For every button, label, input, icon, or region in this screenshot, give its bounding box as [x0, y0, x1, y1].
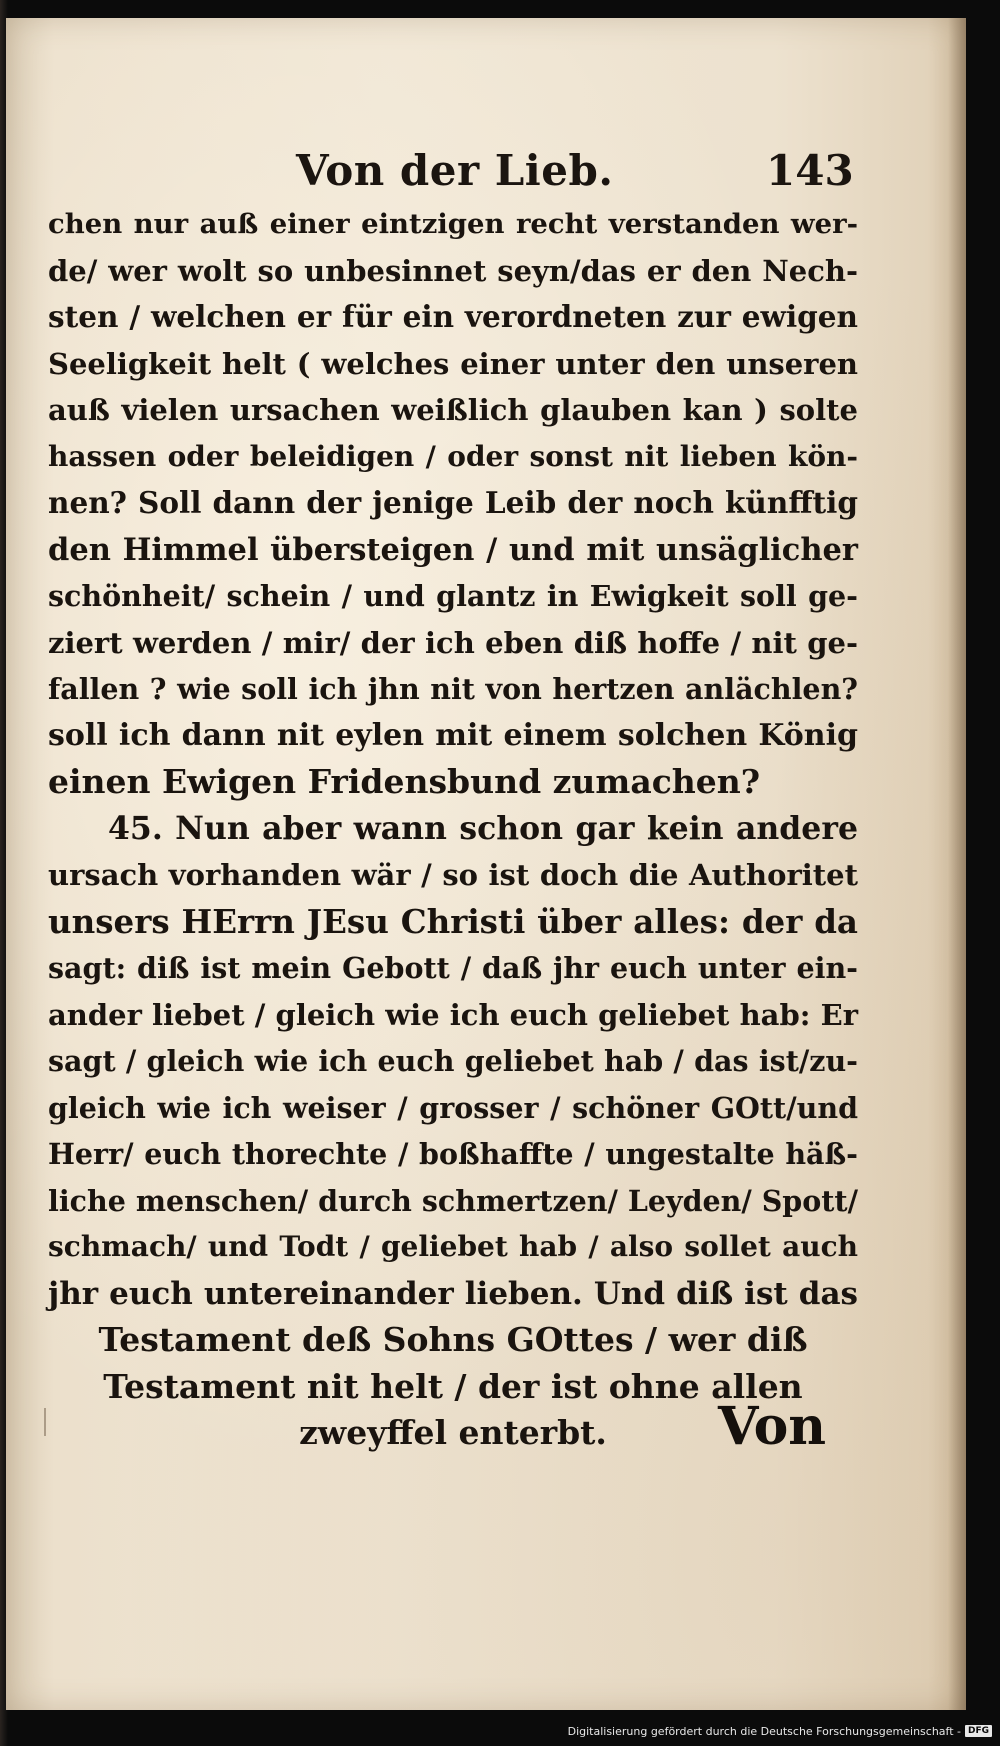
text-line: einen Ewigen Fridensbund zumachen?: [48, 762, 761, 801]
text-line: gleich wie ich weiser / grosser / schöner GOtt/und: [48, 1090, 858, 1125]
dfg-logo-icon: DFG: [965, 1725, 992, 1737]
margin-mark: [44, 1408, 46, 1436]
running-title: Von der Lieb.: [296, 146, 614, 195]
page-number: 143: [766, 146, 854, 195]
page-header: [6, 146, 966, 206]
text-line: jhr euch untereinander lieben. Und diß ist das: [48, 1275, 858, 1312]
text-line: schönheit/ schein / und glantz in Ewigkeit soll ge-: [48, 579, 858, 613]
text-line: soll ich dann nit eylen mit einem solchen König: [48, 717, 858, 753]
text-line: sagt / gleich wie ich euch geliebet hab / das ist/zu-: [48, 1044, 858, 1078]
paragraph-start-line: 45. Nun aber wann schon gar kein andere: [108, 809, 858, 847]
book-page: [6, 18, 966, 1710]
text-line: chen nur auß einer eintzigen recht verstanden wer-: [48, 208, 858, 240]
text-line: de/ wer wolt so unbesinnet seyn/das er den Nech-: [48, 253, 858, 288]
text-line: auß vielen ursachen weißlich glauben kan ) solte: [48, 393, 858, 427]
text-line: ziert werden / mir/ der ich eben diß hoffe / nit ge-: [48, 625, 858, 660]
text-line: unsers HErrn JEsu Christi über alles: der da: [48, 901, 858, 941]
text-line: den Himmel übersteigen / und mit unsäglicher: [48, 531, 858, 568]
text-line-centered: Testament deß Sohns GOttes / wer diß: [98, 1320, 808, 1359]
text-line: sagt: diß ist mein Gebott / daß jhr euch unter ein-: [48, 951, 858, 985]
page-gutter-shadow: [948, 18, 966, 1710]
text-line: nen? Soll dann der jenige Leib der noch künfftig: [48, 485, 858, 520]
text-line: Herr/ euch thorechte / boßhaffte / ungestalte häß-: [48, 1137, 858, 1171]
text-line: liche menschen/ durch schmertzen/ Leyden/ Spott/: [48, 1183, 858, 1218]
text-line: schmach/ und Todt / geliebet hab / also sollet auch: [48, 1230, 858, 1263]
text-line: hassen oder beleidigen / oder sonst nit lieben kön-: [48, 439, 858, 473]
credit-text: Digitalisierung gefördert durch die Deutsche Forschungsgemeinschaft -: [567, 1724, 961, 1738]
text-line: Seeligkeit helt ( welches einer unter den unseren: [48, 346, 858, 381]
digitization-credit: [568, 1722, 992, 1740]
text-line-centered: zweyffel enterbt.: [299, 1413, 607, 1452]
text-line: sten / welchen er für ein verordneten zur ewigen: [48, 299, 858, 334]
text-line: fallen ? wie soll ich jhn nit von hertzen anlächlen?: [48, 672, 858, 706]
text-line: ursach vorhanden wär / so ist doch die Authoritet: [48, 858, 858, 892]
text-line-centered: Testament nit helt / der ist ohne allen: [103, 1366, 803, 1406]
text-line: ander liebet / gleich wie ich euch geliebet hab: Er: [48, 997, 858, 1032]
body-text: [48, 201, 858, 1457]
catchword: Von: [718, 1396, 827, 1457]
